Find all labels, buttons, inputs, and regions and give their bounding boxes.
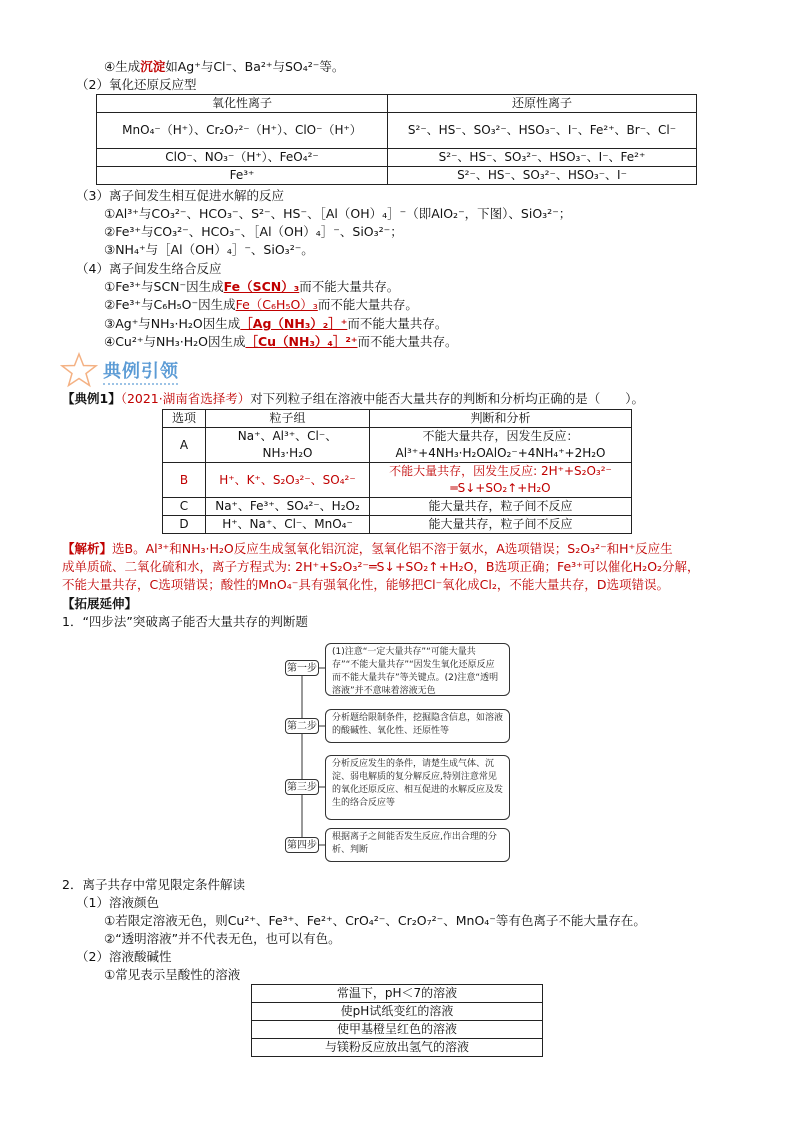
hydrolysis-item: ③NH₄⁺与［Al（OH）₄］⁻、SiO₃²⁻。	[104, 242, 314, 257]
star-icon	[60, 352, 98, 388]
particle-group: H⁺、Na⁺、Cl⁻、MnO₄⁻	[206, 516, 370, 534]
complex-product: ［Ag（NH₃）₂］⁺	[240, 316, 348, 331]
acid-condition: 使甲基橙呈红色的溶液	[252, 1021, 543, 1039]
analysis-cell: 能大量共存，粒子间不反应	[370, 516, 632, 534]
particle-group: H⁺、K⁺、S₂O₃²⁻、SO₄²⁻	[206, 463, 370, 498]
example-header: 选项	[163, 410, 206, 428]
complex-item: ④Cu²⁺与NH₃·H₂O因生成［Cu（NH₃）₄］²⁺而不能大量共存。	[104, 334, 458, 349]
hydrolysis-item: ②Fe³⁺与CO₃²⁻、HCO₃⁻、［Al（OH）₄］⁻、SiO₃²⁻；	[104, 224, 403, 239]
extension-label: 【拓展延伸】	[62, 596, 138, 611]
acid-condition: 常温下，pH＜7的溶液	[252, 985, 543, 1003]
example-header: 判断和分析	[370, 410, 632, 428]
flow-step-text: (1)注意“一定大量共存”“可能大量共存”“不能大量共存”“因发生氧化还原反应而不能大量共存”等关键点。(2)注意“透明溶液”并不意味着溶液无色	[325, 643, 510, 696]
complex-product: Fe（SCN）₃	[223, 279, 300, 294]
redox-header-oxidizing: 氧化性离子	[97, 95, 388, 113]
hydrolysis-item: ①Al³⁺与CO₃²⁻、HCO₃⁻、S²⁻、HS⁻、［Al（OH）₄］⁻（即AlO₂⁻，下图）、SiO₃²⁻；	[104, 206, 572, 221]
complex-item: ①Fe³⁺与SCN⁻因生成Fe（SCN）₃而不能大量共存。	[104, 279, 400, 294]
option-label: A	[163, 428, 206, 463]
acid-conditions-table	[251, 984, 543, 1057]
redox-heading: （2）氧化还原反应型	[76, 77, 197, 92]
example-source: （2021·湖南省选择考）	[120, 391, 251, 406]
flow-step-text: 分析题给限制条件，挖掘隐含信息，如溶液的酸碱性、氧化性、还原性等	[325, 709, 510, 743]
analysis-label: 【解析】	[62, 541, 113, 556]
flow-step-text: 根据离子之间能否发生反应,作出合理的分析、判断	[325, 828, 510, 862]
section-title-underline	[103, 383, 178, 385]
option-label: B	[163, 463, 206, 498]
option-label: C	[163, 498, 206, 516]
example-table	[162, 409, 632, 534]
acid-heading: （2）溶液酸碱性	[76, 949, 172, 964]
complex-item: ③Ag⁺与NH₃·H₂O因生成［Ag（NH₃）₂］⁺而不能大量共存。	[104, 316, 448, 331]
acid-subheading: ①常见表示呈酸性的溶液	[104, 967, 241, 982]
option-label: D	[163, 516, 206, 534]
complex-heading: （4）离子间发生络合反应	[76, 261, 222, 276]
example-question: 【典例1】（2021·湖南省选择考）对下列粒子组在溶液中能否大量共存的判断和分析均正确的是（ ）。	[62, 391, 645, 406]
particle-group: Na⁺、Fe³⁺、SO₄²⁻、H₂O₂	[206, 498, 370, 516]
complex-item: ②Fe³⁺与C₆H₅O⁻因生成Fe（C₆H₅O）₃而不能大量共存。	[104, 297, 418, 312]
extension-point-1: 1．“四步法”突破离子能否大量共存的判断题	[62, 614, 308, 629]
analysis-cell: 不能大量共存，因发生反应： Al³⁺+4NH₃·H₂OAlO₂⁻+4NH₄⁺+2H₂O	[370, 428, 632, 463]
redox-cell: MnO₄⁻（H⁺）、Cr₂O₇²⁻（H⁺）、ClO⁻（H⁺）	[97, 113, 388, 149]
color-heading: （1）溶液颜色	[76, 895, 159, 910]
redox-table	[96, 94, 697, 185]
acid-condition: 使pH试纸变红的溶液	[252, 1003, 543, 1021]
redox-cell: S²⁻、HS⁻、SO₃²⁻、HSO₃⁻、I⁻	[388, 167, 697, 185]
analysis-line: 不能大量共存，C选项错误；酸性的MnO₄⁻具有强氧化性，能够把Cl⁻氧化成Cl₂，不能大量共存，D选项错误。	[62, 577, 670, 592]
hydrolysis-heading: （3）离子间发生相互促进水解的反应	[76, 188, 284, 203]
acid-condition: 与镁粉反应放出氢气的溶液	[252, 1039, 543, 1057]
analysis-cell: 不能大量共存，因发生反应: 2H⁺+S₂O₃²⁻ ═S↓+SO₂↑+H₂O	[370, 463, 632, 498]
example-header: 粒子组	[206, 410, 370, 428]
analysis-cell: 能大量共存，粒子间不反应	[370, 498, 632, 516]
complex-product: Fe（C₆H₅O）₃	[235, 297, 318, 312]
redox-cell: S²⁻、HS⁻、SO₃²⁻、HSO₃⁻、I⁻、Fe²⁺、Br⁻、Cl⁻	[388, 113, 697, 149]
precipitate-item: ④生成沉淀如Ag⁺与Cl⁻、Ba²⁺与SO₄²⁻等。	[104, 59, 345, 74]
redox-header-reducing: 还原性离子	[388, 95, 697, 113]
precipitate-keyword: 沉淀	[140, 59, 166, 74]
color-item: ①若限定溶液无色，则Cu²⁺、Fe³⁺、Fe²⁺、CrO₄²⁻、Cr₂O₇²⁻、MnO₄⁻等有色离子不能大量存在。	[104, 913, 646, 928]
analysis-line: 成单质硫、二氧化硫和水，离子方程式为: 2H⁺+S₂O₃²⁻═S↓+SO₂↑+H₂O，B选项正确；Fe³⁺可以催化H₂O₂分解，	[62, 559, 700, 574]
analysis-line: 【解析】选B。Al³⁺和NH₃·H₂O反应生成氢氧化铝沉淀，氢氧化铝不溶于氨水，A选项错误；S₂O₃²⁻和H⁺反应生	[62, 541, 673, 556]
section-title: 典例引领	[103, 361, 179, 382]
particle-group: Na⁺、Al³⁺、Cl⁻、 NH₃·H₂O	[206, 428, 370, 463]
flow-step-label: 第一步	[285, 660, 319, 676]
extension-point-2: 2．离子共存中常见限定条件解读	[62, 877, 245, 892]
redox-cell: S²⁻、HS⁻、SO₃²⁻、HSO₃⁻、I⁻、Fe²⁺	[388, 149, 697, 167]
flow-step-label: 第三步	[285, 779, 319, 795]
redox-cell: Fe³⁺	[97, 167, 388, 185]
flow-step-text: 分析反应发生的条件，请楚生成气体、沉淀、弱电解质的复分解反应,特别注意常见的氧化还原反应、相互促进的水解反应及发生的络合反应等	[325, 755, 510, 820]
flow-step-label: 第二步	[285, 718, 319, 734]
color-item: ②“透明溶液”并不代表无色，也可以有色。	[104, 931, 341, 946]
flow-step-label: 第四步	[285, 837, 319, 853]
redox-cell: ClO⁻、NO₃⁻（H⁺）、FeO₄²⁻	[97, 149, 388, 167]
complex-product: ［Cu（NH₃）₄］²⁺	[245, 334, 358, 349]
